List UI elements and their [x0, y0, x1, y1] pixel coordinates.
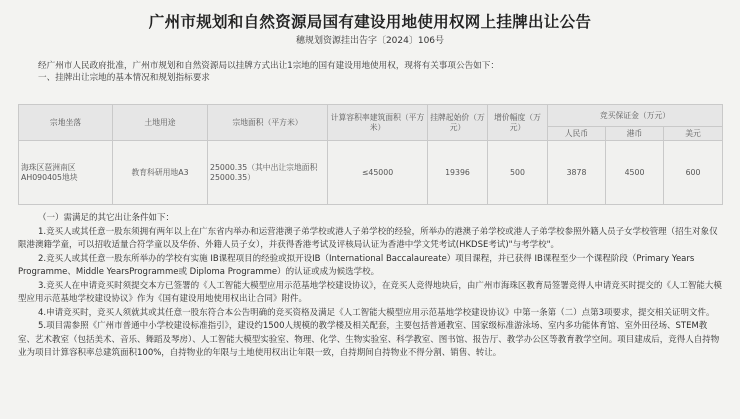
cell-rmb: 3878: [548, 141, 606, 205]
condition-item: 2.竞买人或其任意一股东所举办的学校有实施 IB课程项目的经验或拟开设IB（International Baccalaureate）项目课程，并已获得 IB课程至少一个课程阶段（Primary Years Programme、Middle YearsProgramme或 Diploma Programme）的认证或成为候选学校。: [18, 253, 695, 277]
header-deposit: 竞买保证金（万元）: [548, 105, 723, 127]
header-start-price: 挂牌起始价（万元）: [428, 105, 488, 141]
cell-floor-area: ≤45000: [328, 141, 428, 205]
section-title: 一、挂牌出让宗地的基本情况和规划指标要求: [38, 73, 210, 83]
cell-location: 海珠区琶洲南区AH090405地块: [19, 141, 113, 205]
header-rmb: 人民币: [548, 127, 606, 141]
conditions-intro: （一）需满足的其它出让条件如下：: [38, 213, 175, 223]
condition-item: 5.项目需参照《广州市普通中小学校建设标准指引》，建设约1500人规模的教学楼及相关配套，主要包括普通教室、国家级标准游泳场、室内多功能体育馆、室外田径场、STEM教室、艺术教室（包括美术、音乐、舞蹈及琴房）、人工智能大模型实验室、物理、化学、生物实验室、科学教室、图书馆、报告厅、教学办公区等教育教学空间。项目建成后，竞得人自持物业为项目计算容积率总建筑面积100%，自持物业的年限与土地使用权出让年限一致，自持期间自持物业不得分割、销售、转让。: [18, 321, 720, 358]
cell-increment: 500: [488, 141, 548, 205]
cell-start-price: 19396: [428, 141, 488, 205]
cell-hkd: 4500: [606, 141, 664, 205]
header-location: 宗地坐落: [19, 105, 113, 141]
cell-usd: 600: [664, 141, 723, 205]
conditions-section: [18, 212, 722, 361]
parcel-table: [18, 104, 723, 205]
document-number: 穗规划资源挂出告字〔2024〕106号: [295, 36, 445, 46]
intro-paragraph: 经广州市人民政府批准，广州市规划和自然资源局以挂牌方式出让1宗地的国有建设用地使用权，现将有关事项公告如下：: [38, 61, 499, 71]
table-row: [19, 141, 723, 205]
condition-item: 3.竞买人在申请竞买时须提交本方已签署的《人工智能大模型应用示范基地学校建设协议》，在竞买人竞得地块后，由广州市海珠区教育局签署竞得人申请竞买时提交的《人工智能大模型应用示范基地学校建设协议》作为《国有建设用地使用权出让合同》附件。: [18, 280, 722, 304]
header-floor-area: 计算容积率建筑面积（平方米）: [328, 105, 428, 141]
page-title: 广州市规划和自然资源局国有建设用地使用权网上挂牌出让公告: [148, 12, 592, 31]
header-increment: 增价幅度（万元）: [488, 105, 548, 141]
condition-item: 1.竞买人或其任意一股东须拥有两年以上在广东省内举办和运营港澳子弟学校或港人子弟学校的经验，所举办的港澳子弟学校或港人子弟学校参照外籍人员子女学校管理（招生对象仅限港澳籍学童，可以招收适量合符学童以及华侨、外籍人员子女），并获得香港考试及评核局认证为香港中学文凭考试(HKDSE考试)"与考学校"。: [18, 226, 718, 250]
cell-area: 25000.35（其中出让宗地面积25000.35）: [208, 141, 328, 205]
table-header-row: [19, 105, 723, 127]
header-hkd: 港币: [606, 127, 664, 141]
cell-land-use: 教育科研用地A3: [113, 141, 208, 205]
header-area: 宗地面积（平方米）: [208, 105, 328, 141]
header-usd: 美元: [664, 127, 723, 141]
header-land-use: 土地用途: [113, 105, 208, 141]
condition-item: 4.申请竞买时，竞买人须就其或其任意一股东符合本公告明确的竞买资格及满足《人工智能大模型应用示范基地学校建设协议》中第一条第（二）点第3项要求，提交相关证明文件。: [38, 307, 715, 318]
